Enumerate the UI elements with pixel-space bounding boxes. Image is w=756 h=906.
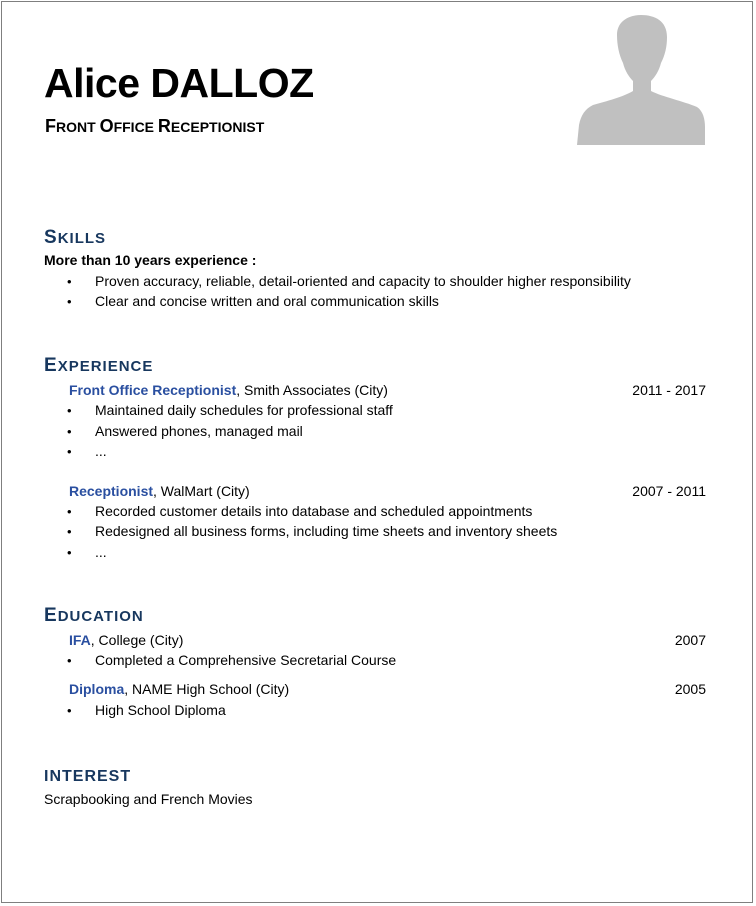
education-heading (44, 605, 144, 628)
list-item-text: Answered phones, managed mail (95, 423, 303, 439)
interest-heading: INTEREST (44, 768, 132, 785)
list-item-text: ... (95, 544, 107, 560)
heading-cap: S (44, 227, 58, 248)
job-dates: 2011 - 2017 (632, 382, 706, 398)
heading-rest: KILLS (57, 230, 107, 247)
education-school: , NAME High School (City) (124, 681, 290, 697)
list-item-text: Recorded customer details into database and scheduled appointments (95, 503, 533, 519)
job-position: Front Office Receptionist (69, 382, 237, 398)
bullet-icon: • (67, 524, 72, 539)
education-entry (69, 680, 706, 698)
skills-heading (44, 227, 106, 250)
list-item (67, 422, 303, 441)
education-school: , College (City) (90, 632, 184, 648)
bullet-icon: • (67, 444, 72, 459)
job-dates: 2007 - 2011 (632, 483, 706, 499)
person-silhouette-icon (577, 15, 707, 145)
list-item (67, 502, 532, 521)
list-item (67, 701, 226, 720)
job-title-part: FFICE (113, 119, 158, 135)
education-degree: Diploma (69, 681, 125, 697)
list-item (67, 272, 631, 291)
job-entry (69, 381, 706, 399)
list-item-text: Completed a Comprehensive Secretarial Course (95, 652, 397, 668)
bullet-icon: • (67, 294, 72, 309)
job-title (45, 115, 264, 138)
list-item (67, 522, 557, 541)
list-item (67, 442, 107, 461)
list-item-text: Proven accuracy, reliable, detail-oriented and capacity to shoulder higher responsibility (95, 273, 631, 289)
job-title-part: R (157, 116, 171, 136)
education-degree: IFA (69, 632, 91, 648)
education-year: 2007 (674, 632, 706, 648)
bullet-icon: • (67, 504, 72, 519)
list-item-text: High School Diploma (95, 702, 226, 718)
bullet-icon: • (67, 274, 72, 289)
list-item-text: Redesigned all business forms, including time sheets and inventory sheets (95, 523, 558, 539)
job-title-part: RONT (56, 119, 100, 135)
list-item (67, 651, 396, 670)
bullet-icon: • (67, 424, 72, 439)
resume-page (1, 1, 753, 903)
list-item-text: ... (95, 443, 107, 459)
bullet-icon: • (67, 403, 72, 418)
interest-text: Scrapbooking and French Movies (44, 791, 253, 807)
education-entry (69, 631, 706, 649)
job-position: Receptionist (69, 483, 154, 499)
bullet-icon: • (67, 703, 72, 718)
skills-lead: More than 10 years experience : (44, 252, 257, 268)
heading-rest: XPERIENCE (57, 358, 154, 375)
experience-heading (44, 355, 153, 378)
job-title-part: ECEPTIONIST (170, 119, 265, 135)
job-title-part: F (45, 116, 56, 136)
job-employer: , Smith Associates (City) (236, 382, 388, 398)
heading-cap: E (44, 355, 58, 376)
job-employer: , WalMart (City) (153, 483, 250, 499)
list-item-text: Maintained daily schedules for professional staff (95, 402, 393, 418)
education-year: 2005 (674, 681, 706, 697)
heading-cap: E (44, 605, 58, 626)
candidate-name: Alice DALLOZ (44, 60, 314, 106)
heading-rest: DUCATION (57, 608, 144, 625)
bullet-icon: • (67, 545, 72, 560)
list-item-text: Clear and concise written and oral communication skills (95, 293, 439, 309)
list-item (67, 543, 107, 562)
job-title-part: O (99, 116, 114, 136)
bullet-icon: • (67, 653, 72, 668)
list-item (67, 401, 393, 420)
job-entry (69, 482, 706, 500)
list-item (67, 292, 439, 311)
